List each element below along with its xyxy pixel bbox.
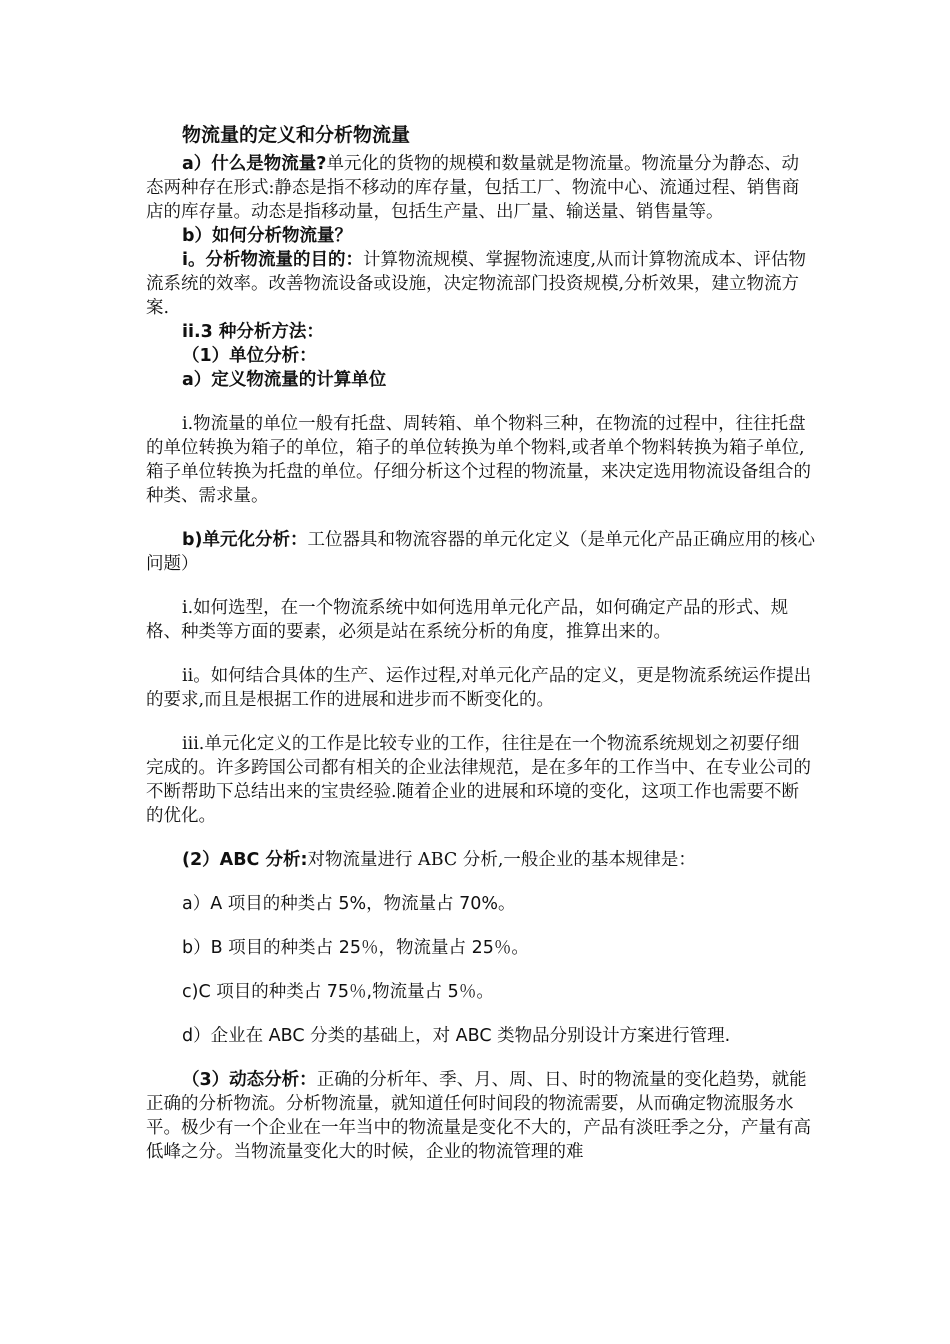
paragraph-label: (2）ABC 分析: xyxy=(182,850,308,870)
paragraph-label: （3）动态分析： xyxy=(182,1070,317,1090)
paragraph-text: ii。如何结合具体的生产、运作过程,对单元化产品的定义，更是物流系统运作提出的要求,而且是根据工作的进展和进步而不断变化的。 xyxy=(146,666,812,710)
paragraph-text: 正确的分析年、季、月、周、日、时的物流量的变化趋势，就能正确的分析物流。分析物流量，就知道任何时间段的物流需要，从而确定物流服务水平。极少有一个企业在一年当中的物流量是变化不大的，产品有淡旺季之分，产量有高低峰之分。当物流量变化大的时候，企业的物流管理的难 xyxy=(146,1070,811,1162)
paragraph-label: a）什么是物流量? xyxy=(182,154,327,174)
paragraph-definition-work xyxy=(146,732,816,828)
document-body xyxy=(146,122,816,1164)
paragraph-unit-types xyxy=(146,412,816,508)
list-item-a: a）A 项目的种类占 5%，物流量占 70%。 xyxy=(182,894,516,914)
paragraph-text: 工位器具和物流容器的单元化定义（是单元化产品正确应用的核心问题） xyxy=(146,530,816,574)
heading-define-unit: a）定义物流量的计算单位 xyxy=(182,370,387,390)
paragraph-analysis-purpose xyxy=(146,248,816,320)
paragraph-selection xyxy=(146,596,816,644)
heading-how-to-analyze: b）如何分析物流量？ xyxy=(182,226,353,246)
paragraph-text: 对物流量进行 ABC 分析,一般企业的基本规律是： xyxy=(307,850,696,870)
heading-unit-analysis: （1）单位分析： xyxy=(182,346,317,366)
paragraph-text: i.物流量的单位一般有托盘、周转箱、单个物料三种，在物流的过程中，往往托盘的单位转换为箱子的单位，箱子的单位转换为单个物料,或者单个物料转换为箱子单位,箱子单位转换为托盘的单位。仔细分析这个过程的物流量，来决定选用物流设备组合的种类、需求量。 xyxy=(146,414,811,506)
paragraph-label: b)单元化分析： xyxy=(182,530,308,550)
paragraph-label: i。分析物流量的目的： xyxy=(182,250,363,270)
list-item-c: c)C 项目的种类占 75％,物流量占 5％。 xyxy=(182,982,494,1002)
paragraph-text: 单元化的货物的规模和数量就是物流量。物流量分为静态、动态两种存在形式:静态是指不移动的库存量，包括工厂、物流中心、流通过程、销售商店的库存量。动态是指移动量，包括生产量、出厂量、输送量、销售量等。 xyxy=(146,154,800,222)
paragraph-text: i.如何选型，在一个物流系统中如何选用单元化产品，如何确定产品的形式、规格、种类等方面的要素，必须是站在系统分析的角度，推算出来的。 xyxy=(146,598,789,642)
paragraph-abc-analysis xyxy=(146,848,816,872)
paragraph-dynamic-analysis xyxy=(146,1068,816,1164)
paragraph-definition-process xyxy=(146,664,816,712)
paragraph-unitization-analysis xyxy=(146,528,816,576)
paragraph-text: 计算物流规模、掌握物流速度,从而计算物流成本、评估物流系统的效率。改善物流设备或设施，决定物流部门投资规模,分析效果，建立物流方案. xyxy=(146,250,807,318)
paragraph-what-is-logistics-volume xyxy=(146,152,816,224)
paragraph-text: iii.单元化定义的工作是比较专业的工作，往往是在一个物流系统规划之初要仔细完成的。许多跨国公司都有相关的企业法律规范，是在多年的工作当中、在专业公司的不断帮助下总结出来的宝贵经验.随着企业的进展和环境的变化，这项工作也需要不断的优化。 xyxy=(146,734,811,826)
list-item-b: b）B 项目的种类占 25％，物流量占 25％。 xyxy=(182,938,529,958)
heading-three-methods: ii.3 种分析方法： xyxy=(182,322,324,342)
document-title: 物流量的定义和分析物流量 xyxy=(182,124,411,146)
list-item-d: d）企业在 ABC 分类的基础上，对 ABC 类物品分别设计方案进行管理. xyxy=(182,1026,731,1046)
